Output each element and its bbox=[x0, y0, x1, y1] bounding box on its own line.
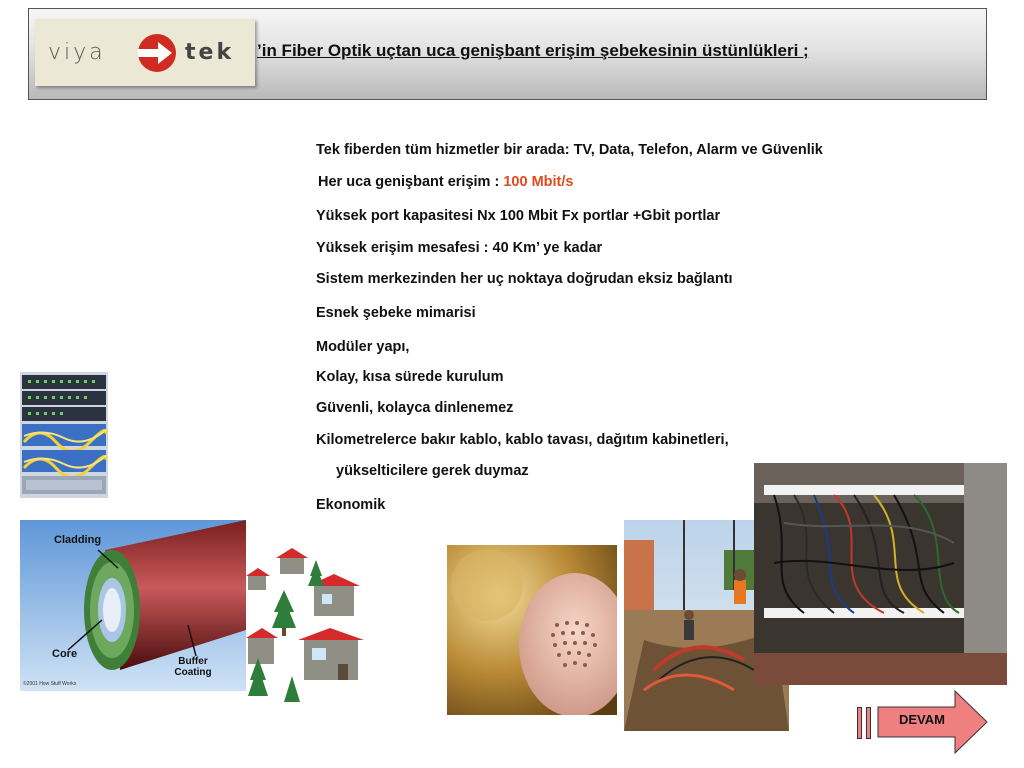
devam-stripe bbox=[857, 707, 862, 739]
speed-highlight: 100 Mbit/s bbox=[503, 174, 574, 190]
feature-item: Esnek şebeke mimarisi bbox=[316, 305, 476, 321]
logo-text-right: tek bbox=[185, 40, 235, 65]
feature-item: Ekonomik bbox=[316, 497, 386, 513]
buffer-coating-label: Buffer Coating bbox=[174, 656, 212, 678]
page-title: ’in Fiber Optik uçtan uca genişbant erişim şebekesinin üstünlükleri ; bbox=[257, 41, 809, 60]
houses-network-image bbox=[246, 546, 368, 710]
fiber-rack-image bbox=[20, 372, 108, 498]
next-button-label: DEVAM bbox=[899, 712, 945, 727]
feature-item: Sistem merkezinden her uç noktaya doğrudan eksiz bağlantı bbox=[316, 271, 733, 287]
feature-item bbox=[318, 174, 573, 190]
feature-item: Tek fiberden tüm hizmetler bir arada: TV, Data, Telefon, Alarm ve Güvenlik bbox=[316, 142, 823, 158]
feature-item: Kolay, kısa sürede kurulum bbox=[316, 369, 504, 385]
telephone-handset-image bbox=[447, 545, 617, 715]
cladding-label: Cladding bbox=[54, 534, 102, 546]
viyatek-logo bbox=[35, 19, 255, 86]
feature-item: Yüksek erişim mesafesi : 40 Km’ ye kadar bbox=[316, 240, 603, 256]
feature-item: yükselticilere gerek duymaz bbox=[336, 463, 529, 479]
feature-label: Her uca genişbant erişim : bbox=[318, 174, 500, 190]
feature-item: Modüler yapı, bbox=[316, 339, 410, 355]
fiber-optic-diagram bbox=[20, 520, 246, 691]
logo-arrow-circle bbox=[138, 34, 176, 72]
devam-stripe bbox=[866, 707, 871, 739]
logo-text-left: viya bbox=[48, 40, 106, 65]
messy-cables-image bbox=[754, 463, 1007, 685]
feature-item: Güvenli, kolayca dinlenemez bbox=[316, 400, 514, 416]
image-credit: ©2001 How Stuff Works bbox=[23, 681, 77, 687]
feature-item: Yüksek port kapasitesi Nx 100 Mbit Fx portlar +Gbit portlar bbox=[316, 208, 721, 224]
feature-item: Kilometrelerce bakır kablo, kablo tavası, dağıtım kabinetleri, bbox=[316, 432, 729, 448]
core-label: Core bbox=[52, 648, 78, 660]
arrow-right-icon bbox=[138, 34, 176, 72]
